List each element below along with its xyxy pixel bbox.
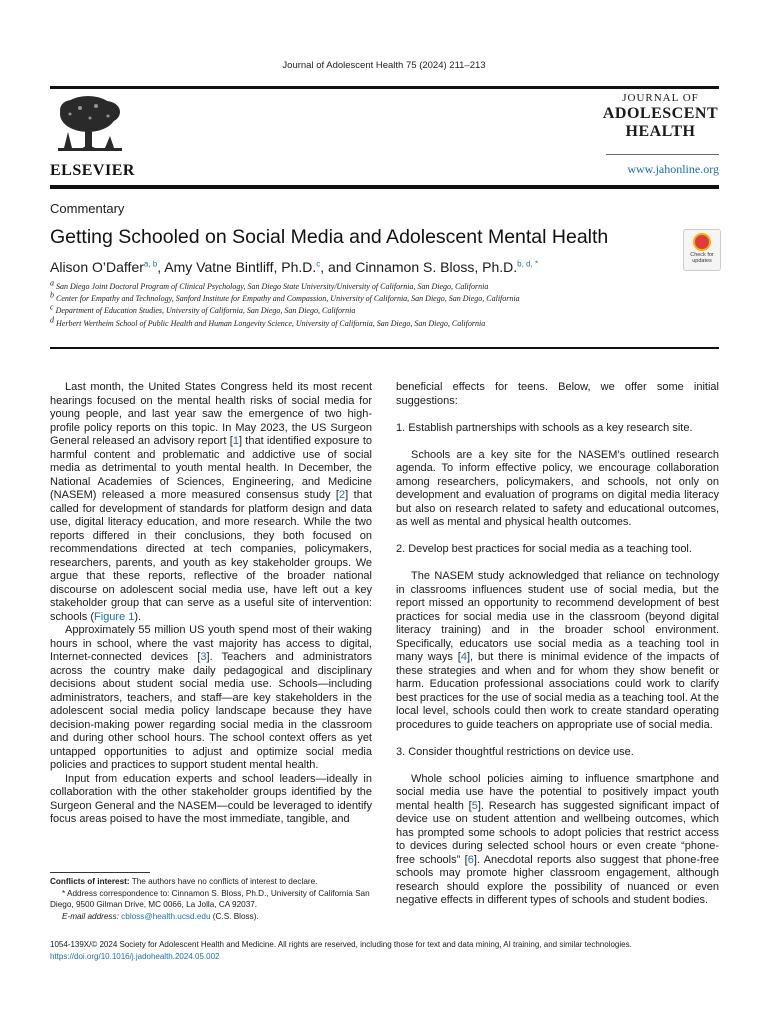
affiliation: $^b$ Center for Empathy and Technology, Sanford Institute for Empathy and Compassion, University of California, San Diego, San Diego, California xyxy=(50,290,520,304)
copyright-block xyxy=(50,939,730,962)
paragraph: Whole school policies aiming to influence smartphone and social media use have the potential to positively impact youth mental health [5]. Research has suggested significant impact of device use on student attention and wellbeing outcomes, which has prompted some schools to adopt policies that restrict access to devices during selected school hours or even create “phone-free schools” [6]. Anecdotal reports also suggest that phone-free schools may promote higher classroom engagement, although research should explore the possibility of nuanced or even negative effects in different types of schools and student bodies. xyxy=(396,772,720,906)
author-separator: , xyxy=(157,259,165,275)
citation-link[interactable]: 5 xyxy=(471,799,478,812)
journal-logo-line: JOURNAL OF xyxy=(622,92,699,104)
masthead xyxy=(50,86,719,186)
affiliation: $^c$ Department of Education Studies, University of California, San Diego, San Diego, California xyxy=(50,302,356,316)
masthead-rule xyxy=(50,185,719,189)
conflict-of-interest: Conflicts of interest: The authors have no conflicts of interest to declare. xyxy=(50,877,318,886)
affiliation: $^d$ Herbert Wertheim School of Public Health and Human Longevity Science, University of California, San Diego, San Diego, California xyxy=(50,314,486,328)
paragraph: beneficial effects for teens. Below, we offer some initial suggestions: xyxy=(396,381,719,407)
paragraph: The NASEM study acknowledged that reliance on technology in classrooms influences student use of social media, but the report missed an opportunity to recommend development of best practices for social media use in the classroom (beyond digital literacy training) and in the broader school environment. Specifically, educators use social media as a teaching tool in many ways [4], but there is minimal evidence of the impacts of these strategies and when and for whom they show benefit or harm. Education professional associations could work to clarify best practices for the use of social media as a teaching tool. At the local level, schools could then work to create standard operating procedures to guide teachers on appropriate use of social media. xyxy=(396,570,719,731)
paragraph: Schools are a key site for the NASEM’s outlined research agenda. To inform effective policy, we encourage collaboration among researchers, policymakers, and schools, not only on development and evaluation of programs on digital media literacy but also on research related to safety and educational outcomes, as well as mental and physical health outcomes. xyxy=(396,448,719,528)
article-title: Getting Schooled on Social Media and Adolescent Mental Health xyxy=(50,226,609,248)
list-item: 3. Consider thoughtful restrictions on device use. xyxy=(396,745,634,758)
doi-link[interactable]: https://doi.org/10.1016/j.jadohealth.2024.05.002 xyxy=(50,951,220,961)
body-column-right xyxy=(396,381,719,908)
list-item: 1. Establish partnerships with schools as a key research site. xyxy=(396,421,693,434)
author-name: Alison O’Daffer xyxy=(50,259,144,275)
author-list xyxy=(50,259,538,275)
top-rule xyxy=(50,86,719,89)
elsevier-tree-logo-icon xyxy=(50,92,130,156)
section-rule xyxy=(50,347,719,349)
citation-link[interactable]: 6 xyxy=(467,853,474,866)
crossmark-label: Check for updates xyxy=(690,252,714,264)
author-affiliation-marker[interactable]: c xyxy=(316,259,321,269)
copyright-text: 1054-139X/© 2024 Society for Adolescent Health and Medicine. All rights are reserved, including those for text and data mining, AI training, and similar technologies. xyxy=(50,940,632,949)
author-name: Cinnamon S. Bloss, Ph.D. xyxy=(355,259,518,275)
journal-logo-line: ADOLESCENT xyxy=(602,104,719,122)
affiliations xyxy=(50,278,710,330)
citation-link[interactable]: 4 xyxy=(460,651,467,663)
divider xyxy=(606,154,719,155)
paragraph: Input from education experts and school leaders—ideally in collaboration with the other stakeholder groups identified by the Surgeon General and the NASEM—could be leveraged to identify focus areas poised to have the most immediate, tangible, and xyxy=(50,772,372,825)
citation-link[interactable]: 1 xyxy=(232,435,239,447)
crossmark-icon xyxy=(693,233,711,251)
journal-logo xyxy=(602,92,719,141)
article-type: Commentary xyxy=(50,201,125,216)
body-column-left xyxy=(50,381,372,827)
citation-link[interactable]: 3 xyxy=(200,651,207,663)
author-separator: , and xyxy=(320,259,356,275)
email-line: E-mail address: cbloss@health.ucsd.edu (C.S. Bloss). xyxy=(62,911,259,921)
footnotes xyxy=(50,876,372,922)
paragraph: Last month, the United States Congress held its most recent hearings focused on the mental health risks of social media for young people, and last year saw the emergence of two high-profile policy reports on this topic. In May 2023, the US Surgeon General released an advisory report [1] that identified exposure to harmful content and problematic and addictive use of social media as detrimental to youth mental health. In December, the National Academies of Sciences, Engineering, and Medicine (NASEM) released a more measured consensus study [2] that called for development of standards for platform design and data use, digital literacy education, and more research. While the two reports differed in their conclusions, they both focused on recommendations directed at tech companies, policymakers, researchers, parents, and youth as key stakeholder groups. We argue that these reports, reflective of the broader national discourse on adolescent social media use, have left out a key stakeholder group that can serve as a useful site of intervention: schools (Figure 1). xyxy=(50,381,373,623)
email-link[interactable]: cbloss@health.ucsd.edu xyxy=(121,911,211,921)
journal-logo-line: HEALTH xyxy=(625,123,696,141)
journal-url-link[interactable]: www.jahonline.org xyxy=(627,162,719,176)
author-name: Amy Vatne Bintliff, Ph.D. xyxy=(164,259,317,275)
publisher-name: ELSEVIER xyxy=(50,162,135,179)
author-affiliation-marker[interactable]: a, b xyxy=(143,259,158,269)
paragraph: Approximately 55 million US youth spend most of their waking hours in school, where the vast majority has access to digital, Internet-connected devices [3]. Teachers and administrators across the country make daily pedagogical and disciplinary decisions about student social media use. Schools—including administrators, teachers, and staff—are key stakeholders in the adolescent social media policy landscape because they have decision-making power regarding social media in the classroom and during other school hours. The school context offers as yet untapped opportunities to adjust and optimize social media policies and practices to support student mental health. xyxy=(50,624,372,771)
figure-link[interactable]: Figure 1 xyxy=(94,610,135,623)
check-for-updates-button[interactable] xyxy=(683,229,721,271)
author-affiliation-marker[interactable]: b, d, * xyxy=(517,259,539,269)
correspondence: * Address correspondence to: Cinnamon S. Bloss, Ph.D., University of California San Diego, 9500 Gilman Drive, MC 0066, La Jolla, CA 92037. xyxy=(50,888,370,909)
citation-link[interactable]: 2 xyxy=(339,489,346,501)
list-item: 2. Develop best practices for social media as a teaching tool. xyxy=(396,543,692,555)
affiliation: $^a$ San Diego Joint Doctoral Program of Clinical Psychology, San Diego State University/University of California, San Diego, California xyxy=(50,278,489,291)
footnote-rule xyxy=(50,872,150,873)
journal-reference: Journal of Adolescent Health 75 (2024) 211–213 xyxy=(282,60,486,71)
